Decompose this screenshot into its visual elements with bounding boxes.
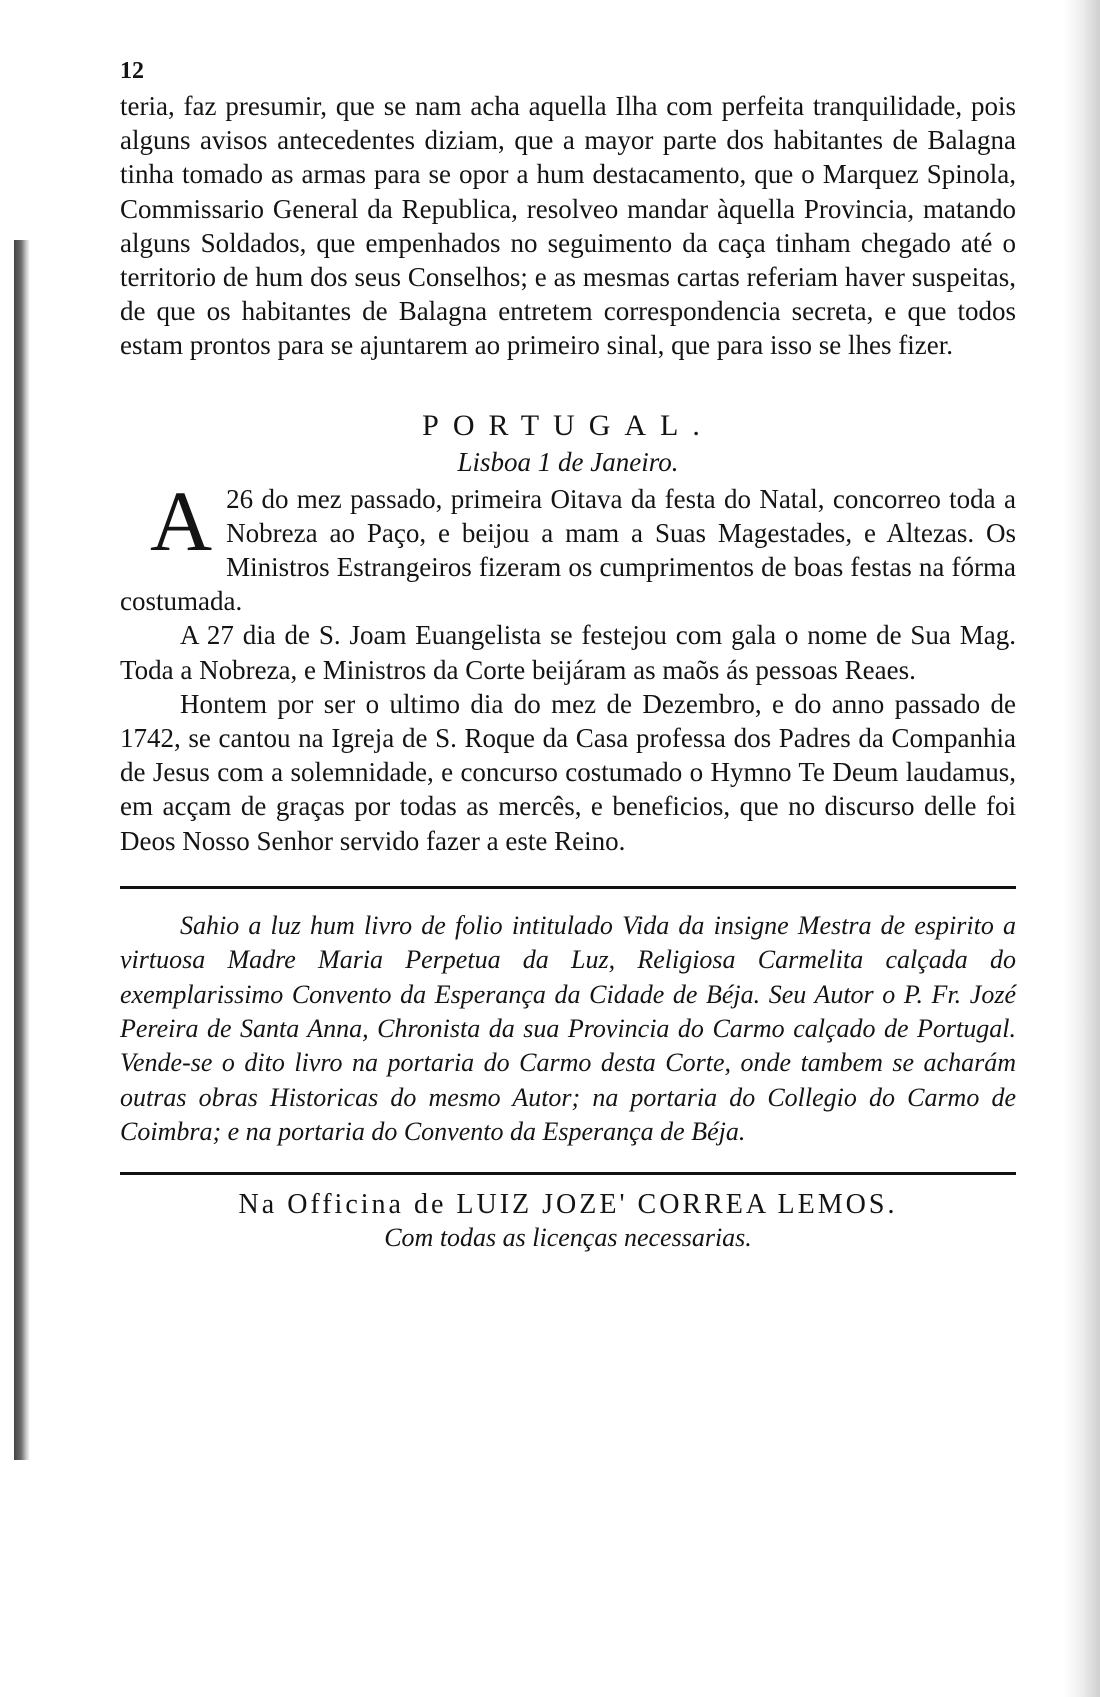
paragraph-te-deum: Hontem por ser o ultimo dia do mez de Dezembro, e do anno passado de 1742, se cantou na Igreja de S. Roque da Casa professa dos Padres da Companhia de Jesus com a solemnidade, e concurso costumado o Hymno Te Deum laudamus, em acçam de graças por todas as mercês, e beneficios, que no discurso delle foi Deos Nosso Senhor servido fazer a este Reino. — [120, 688, 1016, 856]
section-heading: PORTUGAL. — [422, 408, 714, 442]
printer-imprint: Na Officina de LUIZ JOZE' CORREA LEMOS. — [238, 1188, 898, 1220]
book-notice: Sahio a luz hum livro de folio intitulado Vida da insigne Mestra de espirito a virtuosa Madre Maria Perpetua da Luz, Religiosa Carmelita calçada do exemplarissimo Convento da Esperança da Cidade de Béja. Seu Autor o P. Fr. Jozé Pereira de Santa Anna, Chronista da sua Provincia do Carmo calçado de Portugal. Vende-se o dito livro na portaria do Carmo desta Corte, onde tambem se acharám outras obras Historicas do mesmo Autor; na portaria do Collegio do Carmo de Coimbra; e na portaria do Convento da Esperança de Béja. — [120, 910, 1016, 1147]
section-divider — [120, 886, 1016, 889]
dateline: Lisboa 1 de Janeiro. — [457, 446, 679, 477]
license-line: Com todas as licenças necessarias. — [384, 1222, 752, 1252]
paragraph-saint-john: A 27 dia de S. Joam Euangelista se festejou com gala o nome de Sua Mag. Toda a Nobreza, e Ministros da Corte beijáram as maõs ás pessoas Reaes. — [120, 620, 1016, 685]
paragraph-christmas-court-text: 26 do mez passado, primeira Oitava da festa do Natal, concorreo toda a Nobreza ao Paço, e beijou a mam a Suas Magestades, e Altezas. Os Ministros Estrangeiros fizeram os cumprimentos de boas festas na fórma costumada. — [120, 483, 1016, 617]
page-edge — [1064, 0, 1100, 1697]
paragraph-corsica-report: teria, faz presumir, que se nam acha aquella Ilha com perfeita tranquilidade, pois alguns avisos antecedentes diziam, que a mayor parte dos habitantes de Balagna tinha tomado as armas para se opor a hum destacamento, que o Marquez Spinola, Commissario General da Republica, resolveo mandar àquella Provincia, matando alguns Soldados, que empenhados no seguimento da caça tinham chegado até o territorio de hum dos seus Conselhos; e as mesmas cartas referiam haver suspeitas, de que os habitantes de Balagna entretem correspondencia secreta, e que todos estam prontos para se ajuntarem ao primeiro sinal, que para isso se lhes fizer. — [120, 91, 1016, 361]
text-column — [120, 58, 1016, 1253]
page-number: 12 — [120, 58, 144, 84]
drop-cap: A — [150, 472, 213, 569]
paragraph-christmas-court — [120, 472, 1016, 619]
imprint-divider — [120, 1172, 1016, 1175]
binding-shadow — [14, 240, 30, 1460]
